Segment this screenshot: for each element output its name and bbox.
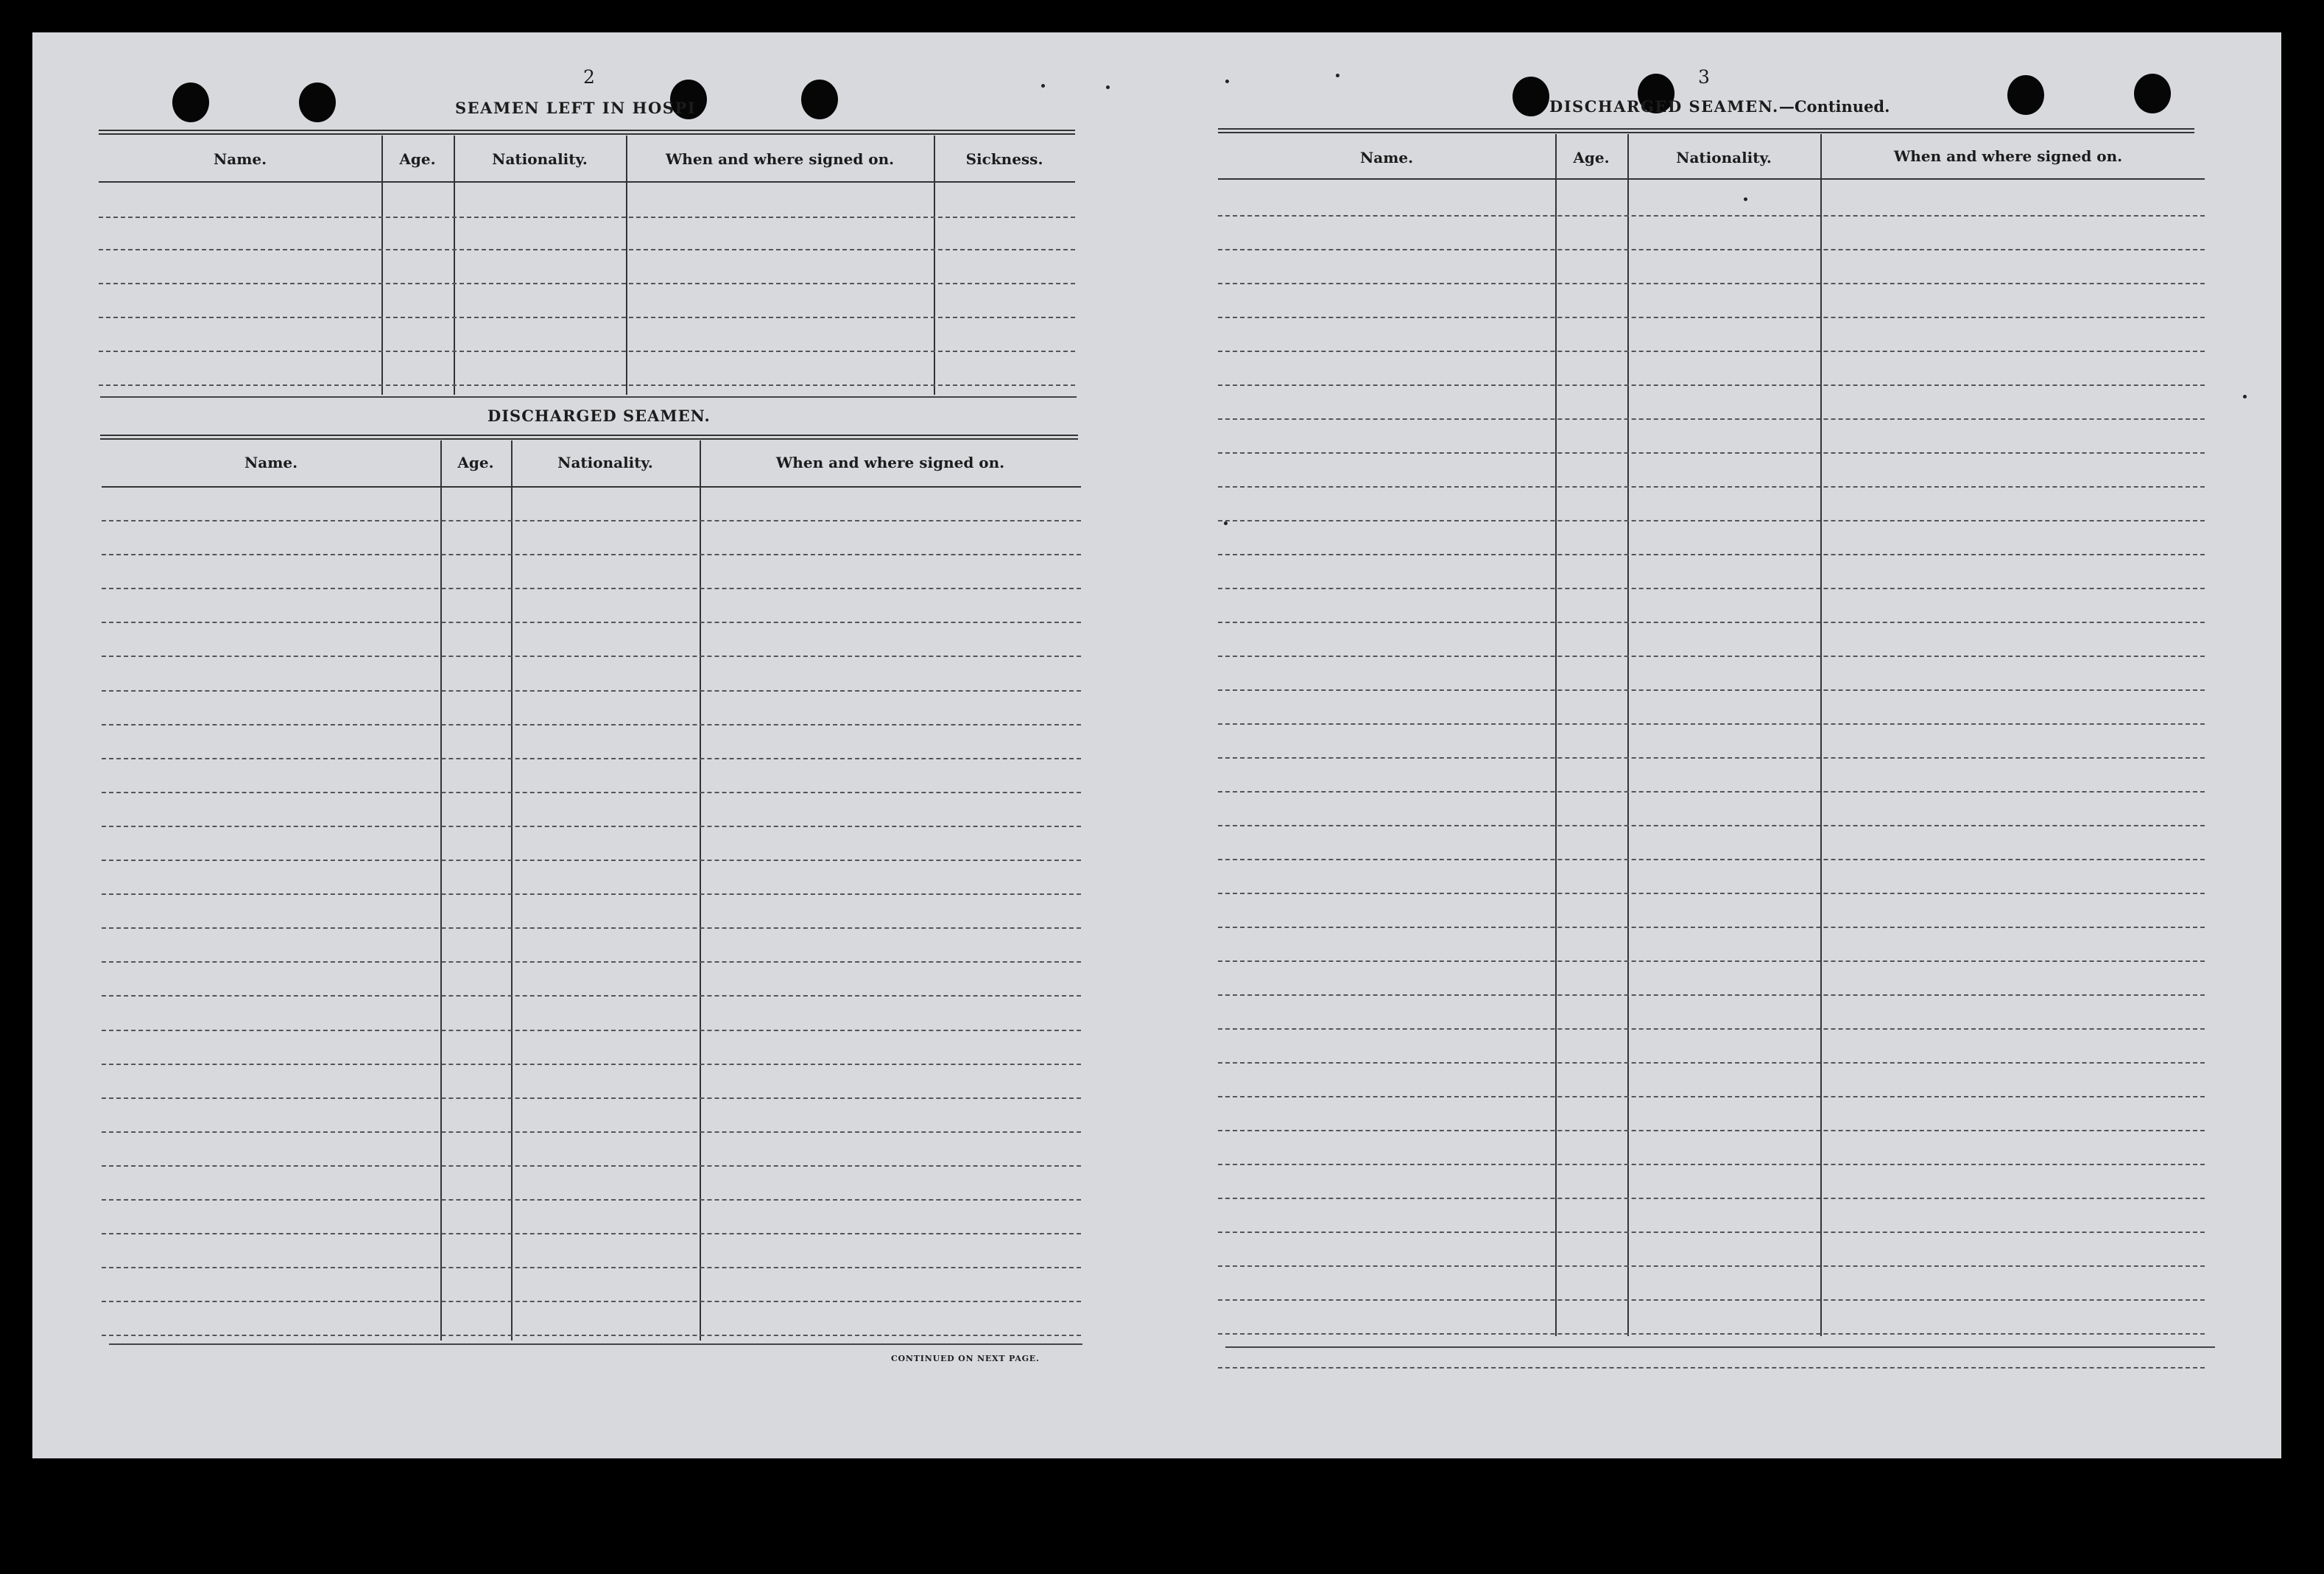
- discharged-table-right: [1218, 134, 2205, 1343]
- table-row: [1218, 1299, 2205, 1301]
- table-row: [1218, 1096, 2205, 1097]
- table-row: [1218, 1130, 2205, 1131]
- table-row: [1218, 1265, 2205, 1267]
- table-row: [102, 622, 1081, 623]
- speck: [1336, 74, 1339, 77]
- punch-hole: [299, 82, 336, 122]
- discharged-section-title: DISCHARGED SEAMEN.: [487, 407, 711, 425]
- table-row: [1218, 351, 2205, 352]
- table-row: [1218, 1164, 2205, 1165]
- discharged-table-left: [102, 440, 1081, 1341]
- col-header-name: Name.: [244, 454, 298, 471]
- table-row: [1218, 283, 2205, 284]
- column-divider: [454, 136, 455, 395]
- table-row: [1218, 656, 2205, 657]
- column-divider: [1555, 134, 1557, 1336]
- table-row: [1218, 859, 2205, 860]
- column-divider: [1820, 134, 1822, 1336]
- col-header-age: Age.: [399, 150, 436, 168]
- table-row: [102, 1233, 1081, 1234]
- table-row: [99, 283, 1075, 284]
- table-row: [99, 384, 1075, 386]
- table-row: [1218, 520, 2205, 521]
- column-divider: [381, 136, 383, 395]
- table-row: [1218, 215, 2205, 217]
- speck: [1225, 80, 1229, 83]
- header-rule: [1218, 178, 2205, 180]
- table-row: [102, 724, 1081, 725]
- discharged-continued-title: [1549, 97, 1890, 116]
- table-row: [102, 1165, 1081, 1167]
- punch-hole: [801, 80, 838, 119]
- table-row: [102, 690, 1081, 692]
- table-row: [102, 1301, 1081, 1302]
- table-row: [1218, 554, 2205, 555]
- col-header-signed-on: When and where signed on.: [775, 454, 1005, 471]
- table-row: [1218, 791, 2205, 793]
- table-row: [1218, 1232, 2205, 1233]
- col-header-name: Name.: [213, 150, 267, 168]
- table-row: [102, 1030, 1081, 1031]
- table-row: [102, 656, 1081, 657]
- table-row: [102, 1131, 1081, 1133]
- table-row: [99, 351, 1075, 352]
- table-row: [1218, 825, 2205, 826]
- table-row: [102, 1335, 1081, 1336]
- table-row: [1218, 1367, 2205, 1369]
- table-row: [102, 1199, 1081, 1201]
- top-double-rule: [99, 130, 1075, 135]
- table-row: [102, 893, 1081, 895]
- col-header-nationality: Nationality.: [492, 150, 588, 168]
- table-row: [102, 1097, 1081, 1099]
- table-row: [1218, 588, 2205, 589]
- table-row: [1218, 1333, 2205, 1335]
- column-divider: [626, 136, 627, 395]
- continued-note: CONTINUED ON NEXT PAGE.: [891, 1354, 1040, 1363]
- table-row: [99, 317, 1075, 318]
- punch-hole: [2007, 75, 2044, 115]
- column-divider: [700, 440, 701, 1341]
- table-row: [102, 1064, 1081, 1065]
- table-row: [102, 1267, 1081, 1268]
- punch-hole: [1513, 77, 1549, 116]
- table-row: [99, 217, 1075, 218]
- table-row: [102, 588, 1081, 589]
- table-row: [1218, 927, 2205, 928]
- table-row: [102, 554, 1081, 555]
- column-divider: [511, 440, 513, 1341]
- punch-hole: [2134, 74, 2171, 113]
- ledger-sheet: [32, 32, 2281, 1458]
- table-row: [1218, 994, 2205, 996]
- col-header-name: Name.: [1359, 149, 1414, 166]
- table-row: [1218, 689, 2205, 691]
- table-row: [102, 927, 1081, 929]
- table-row: [1218, 1062, 2205, 1064]
- table-row: [1218, 452, 2205, 454]
- speck: [1041, 84, 1045, 88]
- title-main: DISCHARGED SEAMEN.: [1549, 97, 1779, 116]
- section-rule: [100, 396, 1077, 398]
- header-rule: [99, 181, 1075, 183]
- top-double-rule: [1218, 128, 2194, 133]
- table-row: [1218, 960, 2205, 962]
- table-row: [1218, 723, 2205, 725]
- table-row: [1218, 418, 2205, 420]
- section-double-rule: [100, 435, 1078, 440]
- page-number-left: 2: [583, 66, 595, 88]
- page-number-text: 3: [1698, 66, 1710, 88]
- header-rule: [102, 486, 1081, 488]
- speck: [2243, 395, 2247, 398]
- table-row: [1218, 486, 2205, 488]
- col-header-signed-on: When and where signed on.: [665, 150, 895, 168]
- column-divider: [934, 136, 935, 395]
- table-row: [1218, 1198, 2205, 1199]
- table-row: [1218, 1028, 2205, 1030]
- col-header-sickness: Sickness.: [965, 150, 1043, 168]
- punch-hole: [172, 82, 209, 122]
- bottom-rule: [109, 1343, 1082, 1345]
- column-divider: [1627, 134, 1629, 1336]
- page-number-right: [1682, 66, 1726, 88]
- hospital-section-title: SEAMEN LEFT IN HOSPI: [455, 99, 697, 117]
- column-divider: [440, 440, 442, 1341]
- table-row: [1218, 384, 2205, 386]
- col-header-signed-on: When and where signed on.: [1893, 147, 2123, 165]
- table-row: [102, 826, 1081, 827]
- table-row: [1218, 893, 2205, 894]
- table-row: [102, 520, 1081, 521]
- table-row: [99, 249, 1075, 250]
- table-row: [1218, 249, 2205, 250]
- col-header-nationality: Nationality.: [1676, 149, 1772, 166]
- table-row: [1218, 622, 2205, 623]
- table-row: [1218, 317, 2205, 318]
- table-row: [102, 758, 1081, 759]
- table-row: [102, 860, 1081, 861]
- title-continued: —Continued.: [1778, 97, 1890, 116]
- col-header-nationality: Nationality.: [557, 454, 653, 471]
- table-row: [1218, 757, 2205, 759]
- hospital-table: [99, 136, 1075, 395]
- col-header-age: Age.: [1573, 149, 1610, 166]
- table-row: [102, 792, 1081, 793]
- table-row: [102, 995, 1081, 997]
- speck: [1106, 85, 1110, 89]
- bottom-rule: [1225, 1346, 2215, 1348]
- table-row: [102, 961, 1081, 963]
- col-header-age: Age.: [457, 454, 494, 471]
